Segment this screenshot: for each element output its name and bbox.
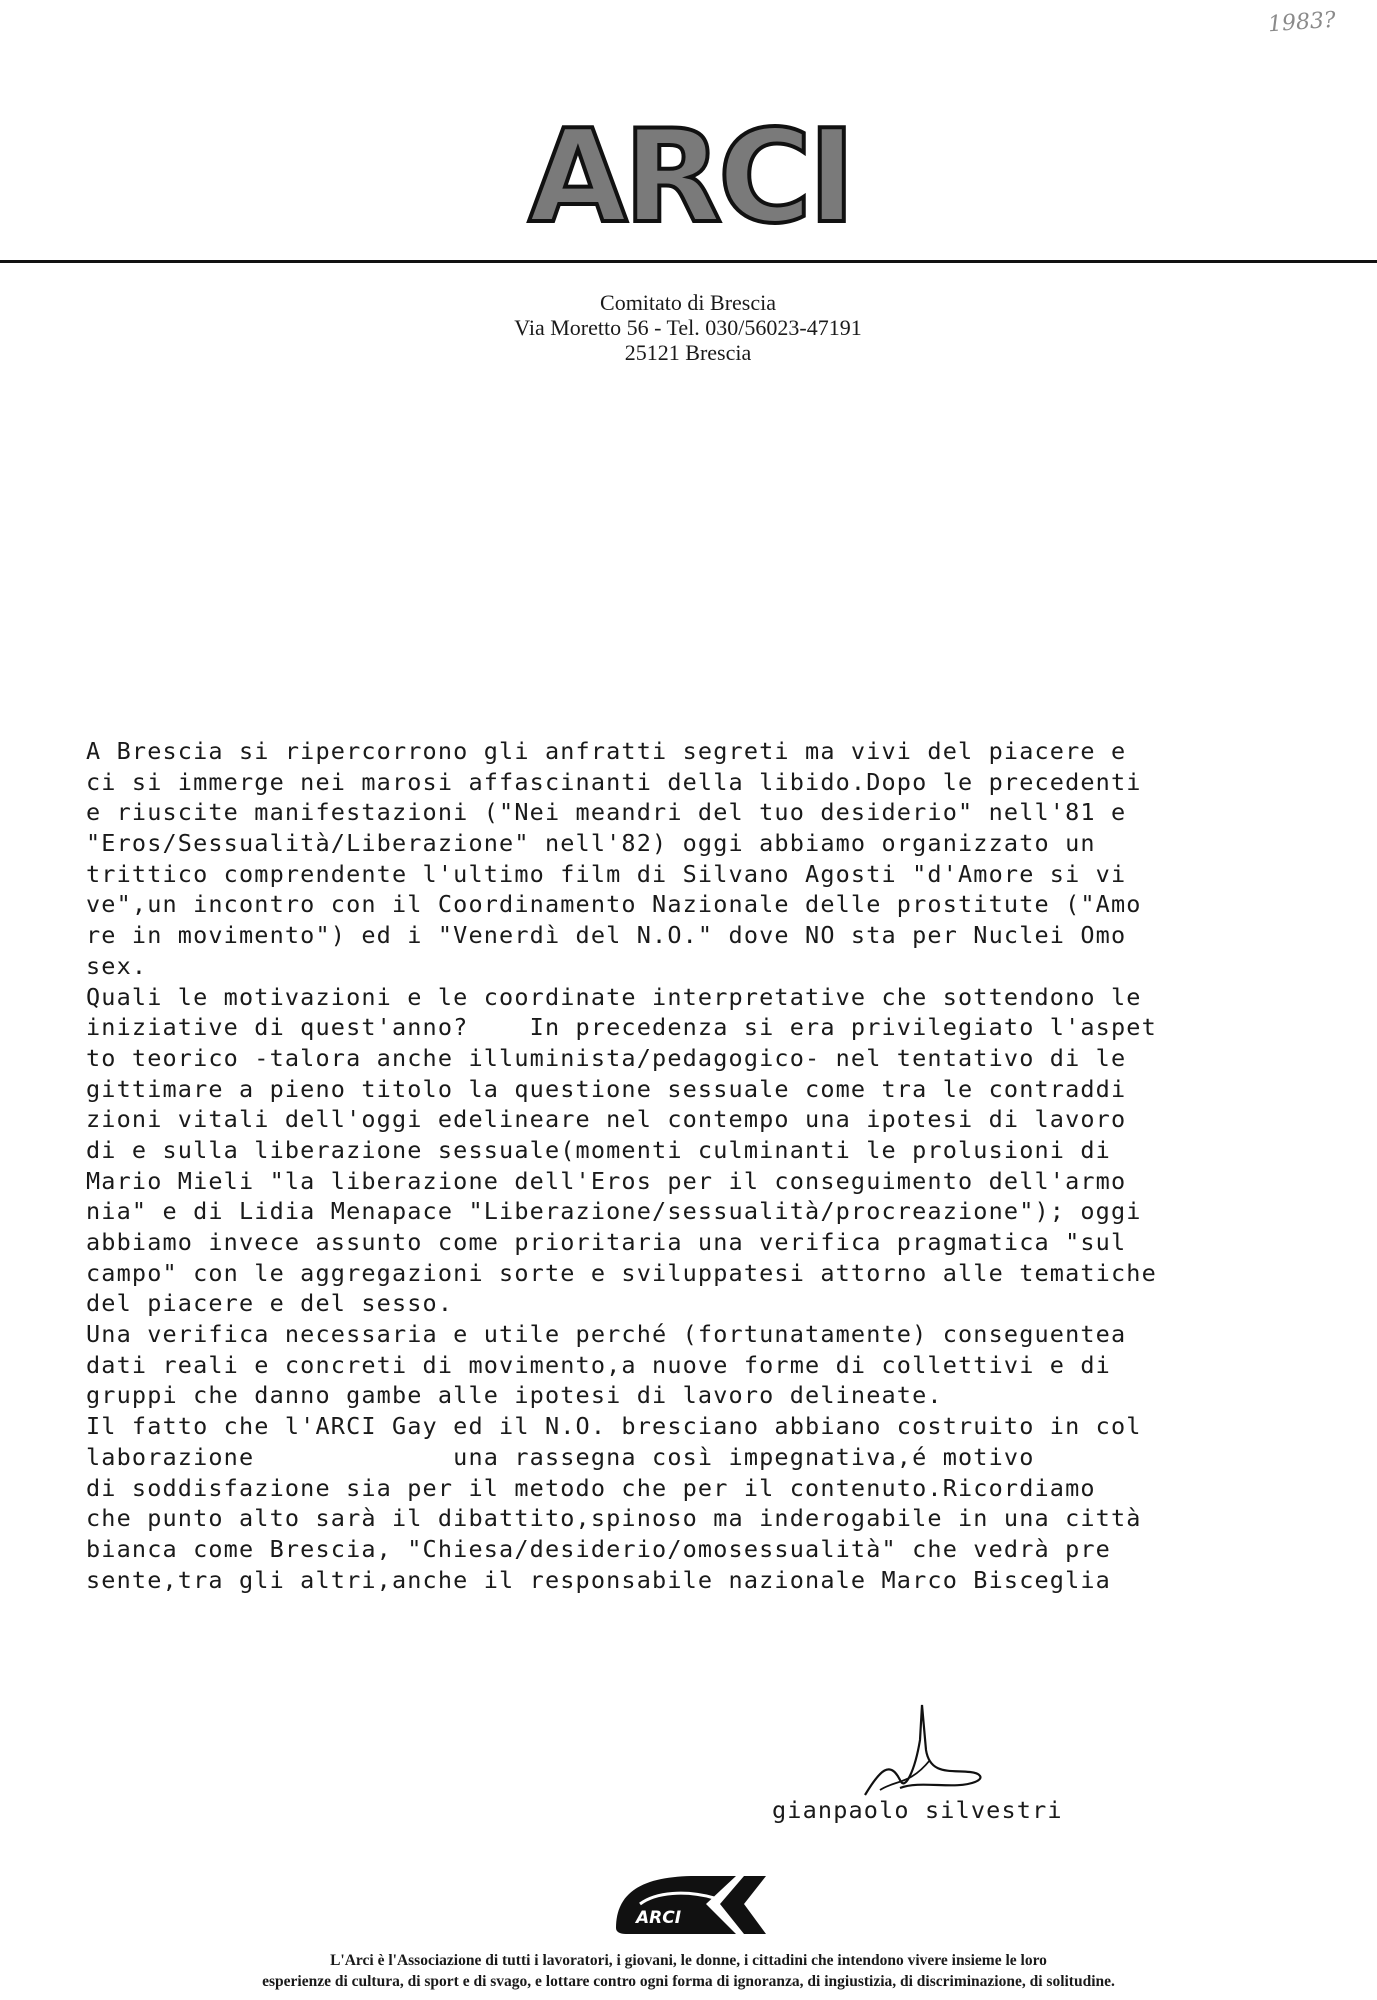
body-line: di e sulla liberazione sessuale(momenti culminanti le prolusioni di xyxy=(86,1135,1111,1164)
body-line: bianca come Brescia, "Chiesa/desiderio/omosessualità" che vedrà pre xyxy=(86,1534,1111,1563)
body-line: sex. xyxy=(86,951,148,980)
body-line: trittico comprendente l'ultimo film di Silvano Agosti "d'Amore si vi xyxy=(86,859,1127,888)
body-line: ve",un incontro con il Coordinamento Nazionale delle prostitute ("Amo xyxy=(86,890,1142,919)
letterhead-address xyxy=(388,290,988,365)
body-line: re in movimento") ed i "Venerdì del N.O." dove NO sta per Nuclei Omo xyxy=(86,921,1127,950)
body-line: Mario Mieli "la liberazione dell'Eros per il conseguimento dell'armo xyxy=(86,1166,1127,1195)
body-line: di soddisfazione sia per il metodo che per il contenuto.Ricordiamo xyxy=(86,1473,1096,1502)
body-line: A Brescia si ripercorrono gli anfratti segreti ma vivi del piacere e xyxy=(86,737,1127,765)
body-line: abbiamo invece assunto come prioritaria una verifica pragmatica "sul xyxy=(86,1228,1127,1256)
body-line: campo" con le aggregazioni sorte e sviluppatesi attorno alle tematiche xyxy=(86,1258,1157,1287)
body-line: nia" e di Lidia Menapace "Liberazione/sessualità/procreazione"); oggi xyxy=(86,1197,1142,1226)
body-line: Quali le motivazioni e le coordinate interpretative che sottendono le xyxy=(86,982,1142,1011)
body-line: iniziative di quest'anno? In precedenza si era privilegiato l'aspet xyxy=(86,1013,1157,1042)
body-line: gittimare a pieno titolo la questione sessuale come tra le contraddi xyxy=(86,1074,1127,1103)
body-line: Una verifica necessaria e utile perché (fortunatamente) conseguentea xyxy=(86,1320,1127,1349)
body-line: dati reali e concreti di movimento,a nuove forme di collettivi e di xyxy=(86,1350,1111,1379)
footer-mission-statement xyxy=(150,1950,1227,1992)
body-line: laborazione una rassegna così impegnativa,é motivo xyxy=(86,1442,1035,1471)
body-line: del piacere e del sesso. xyxy=(86,1289,454,1318)
address-committee: Comitato di Brescia xyxy=(600,290,776,315)
body-line: "Eros/Sessualità/Liberazione" nell'82) oggi abbiamo organizzato un xyxy=(86,829,1096,858)
body-line: ci si immerge nei marosi affascinanti della libido.Dopo le precedenti xyxy=(86,767,1142,796)
body-line: to teorico -talora anche illuminista/pedagogico- nel tentativo di le xyxy=(86,1043,1127,1072)
address-city: 25121 Brescia xyxy=(624,340,752,365)
arci-footer-logo xyxy=(606,1870,772,1940)
body-line: sente,tra gli altri,anche il responsabile nazionale Marco Bisceglia xyxy=(86,1565,1111,1594)
body-line: gruppi che danno gambe alle ipotesi di lavoro delineate. xyxy=(86,1381,943,1410)
signer-name: gianpaolo silvestri xyxy=(772,1796,1063,1824)
handwritten-signature xyxy=(860,1700,990,1810)
body-line: che punto alto sarà il dibattito,spinoso ma inderogabile in una città xyxy=(86,1504,1142,1533)
footer-line: esperienze di cultura, di sport e di svago, e lottare contro ogni forma di ignoranza, di ingiustizia, di discriminazione, di solitudine. xyxy=(262,1973,1115,1990)
header-divider xyxy=(0,260,1377,263)
letter-body xyxy=(86,736,1306,1595)
footer-logo-text: ARCI xyxy=(636,1908,682,1928)
handwritten-date-note: 1983? xyxy=(1267,7,1337,38)
body-line: zioni vitali dell'oggi edelineare nel contempo una ipotesi di lavoro xyxy=(86,1105,1127,1134)
body-line: Il fatto che l'ARCI Gay ed il N.O. bresciano abbiano costruito in col xyxy=(86,1412,1142,1441)
footer-line: L'Arci è l'Associazione di tutti i lavoratori, i giovani, le donne, i cittadini che intendono vivere insieme le loro xyxy=(330,1952,1047,1969)
arci-logo: ARCI xyxy=(528,103,852,252)
address-street: Via Moretto 56 - Tel. 030/56023-47191 xyxy=(514,315,862,340)
body-line: e riuscite manifestazioni ("Nei meandri del tuo desiderio" nell'81 e xyxy=(86,798,1127,827)
